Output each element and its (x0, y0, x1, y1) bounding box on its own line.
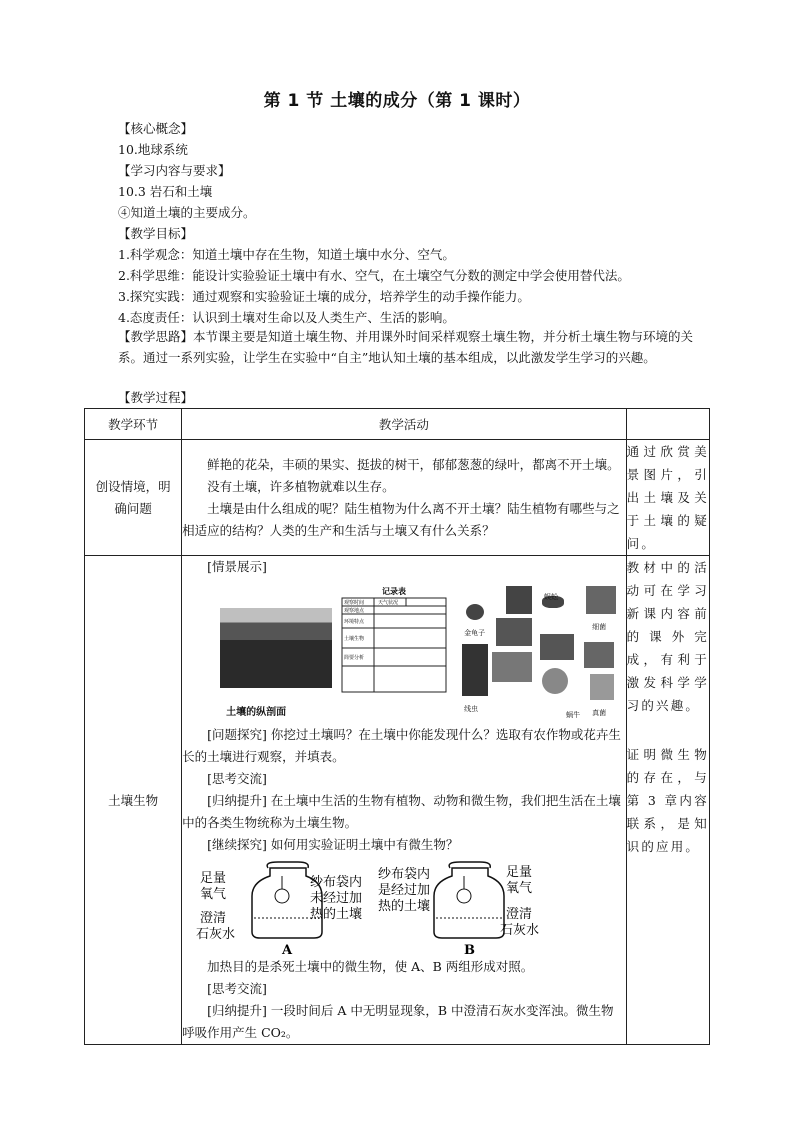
header-stage: 教学环节 (85, 409, 182, 440)
organism-label: 金龟子 (464, 629, 486, 637)
jar-b-label: 是经过加 (378, 883, 431, 898)
activity-cell (182, 556, 626, 1045)
activity-paragraph: 鲜艳的花朵，丰硕的果实、挺拔的树干，郁郁葱葱的绿叶，都离不开土壤。 (207, 456, 620, 472)
jar-b-bag (457, 889, 471, 903)
organism-photo (540, 634, 574, 660)
soil-profile-caption: 土壤的纵剖面 (226, 707, 287, 718)
stage-cell: 土壤生物 (85, 556, 182, 1045)
organism-photo (496, 618, 532, 646)
activity-paragraph: 没有土壤，许多植物就难以生存。 (207, 478, 395, 494)
jar-b (378, 862, 539, 956)
think-tag: [思考交流] (207, 771, 267, 786)
continue-tag: [继续探究] (207, 837, 267, 852)
note-text: 证明微生物的存在，与第 3 章内容联系，是知识的应用。 (626, 747, 709, 854)
organism-label: 真菌 (592, 709, 607, 717)
summary-text: 在土壤中生活的生物有植物、动物和微生物，我们把生活在土壤中的各类生物统称为土壤生物。 (182, 793, 621, 830)
snail-photo (542, 668, 568, 694)
organism-label: 细菌 (592, 623, 607, 631)
record-weather-label: 天气状况 (378, 600, 399, 606)
jar-a-bag (275, 889, 289, 903)
process-heading: 【教学过程】 (118, 390, 194, 405)
summary-tag: [归纳提升] (207, 793, 267, 808)
jar-b-label: 足量 (506, 865, 533, 880)
header-notes (626, 409, 709, 440)
jar-a-label: 足量 (200, 871, 227, 886)
jar-b-label: 澄清 (506, 907, 533, 922)
record-row-label: 简要分析 (344, 655, 365, 661)
jar-a-label: 纱布袋内 (310, 875, 363, 890)
jar-a-label: 热的土壤 (310, 907, 363, 922)
goal-item-2: 2.科学思维：能设计实验验证土壤中有水、空气，在土壤空气分数的测定中学会使用替代法。 (118, 268, 630, 283)
continue-text: 如何用实验证明土壤中有微生物？ (270, 837, 459, 852)
content-item-2: ④知道土壤的主要成分。 (118, 205, 256, 220)
jar-a-label: 氧气 (200, 887, 227, 902)
teaching-process-table (84, 408, 710, 1045)
organism-photo (584, 642, 614, 668)
bacteria-photo (586, 586, 616, 614)
summary-text: 一段时间后 A 中无明显现象，B 中澄清石灰水变浑浊。微生物呼吸作用产生 CO₂。 (182, 1003, 614, 1040)
content-item-1: 10.3 岩石和土壤 (118, 184, 213, 199)
summary-paragraph (182, 1000, 625, 1044)
goal-item-4: 4.态度责任：认识到土壤对生命以及人类生产、生活的影响。 (118, 310, 455, 325)
beetle-photo (466, 604, 484, 620)
jar-b-label: 氧气 (506, 881, 533, 896)
record-row-label: 观察时间 (344, 600, 365, 606)
teaching-idea-heading: 【教学思路】 (118, 329, 194, 344)
jar-b-label: 纱布袋内 (378, 867, 431, 882)
question-text: 你挖过土壤吗？在土壤中你能发现什么？选取有农作物或花卉生长的土壤进行观察，并填表。 (182, 727, 621, 764)
organism-photo (492, 652, 532, 682)
scene-images (182, 578, 625, 724)
table-row (85, 556, 710, 1045)
goal-item-3: 3.探究实践：通过观察和实验验证土壤的成分，培养学生的动手操作能力。 (118, 289, 530, 304)
jar-a (196, 862, 362, 956)
question-tag: [问题探究] (207, 727, 267, 742)
think-tag: [思考交流] (207, 981, 267, 996)
content-heading: 【学习内容与要求】 (118, 163, 231, 178)
jar-a-lid (267, 862, 308, 868)
jar-b-lid (449, 862, 490, 868)
table-row (85, 440, 710, 556)
soil-profile-image (220, 608, 332, 688)
record-row-label: 土壤生物 (344, 636, 365, 642)
goal-heading: 【教学目标】 (118, 226, 194, 241)
heat-explanation: 加热目的是杀死土壤中的微生物，使 A、B 两组形成对照。 (207, 959, 534, 974)
record-row-label: 观察地点 (344, 608, 365, 614)
jar-b-name: B (464, 943, 476, 956)
organism-label: 蜈蚣 (544, 593, 559, 601)
experiment-diagram (182, 856, 625, 956)
table-header-row (85, 409, 710, 440)
header-activity: 教学活动 (182, 409, 626, 440)
note-text: 教材中的活动可在学习新课内容前的课外完成，有利于激发科学学习的兴趣。 (626, 560, 709, 713)
continue-paragraph (182, 834, 625, 856)
note-cell: 通过欣赏美景图片，引出土壤及关于土壤的疑问。 (626, 440, 709, 556)
jar-a-label: 石灰水 (196, 927, 236, 942)
jar-b-label: 石灰水 (500, 923, 540, 938)
teaching-idea-text: 本节课主要是知道土壤生物、并用课外时间采样观察土壤生物，并分析土壤生物与环境的关系。通过一系列实验，让学生在实验中“自主”地认知土壤的基本组成，以此激发学生学习的兴趣。 (118, 329, 694, 365)
organism-photo (506, 586, 532, 614)
activity-cell (182, 440, 626, 556)
organism-photo (462, 644, 488, 696)
record-table-image (338, 584, 450, 696)
jar-a-label: 未经过加 (310, 891, 363, 906)
teaching-idea (118, 326, 714, 368)
page-title: 第 1 节 土壤的成分（第 1 课时） (263, 91, 531, 111)
record-title: 记录表 (382, 586, 407, 596)
core-concept-heading: 【核心概念】 (118, 121, 194, 136)
jar-diagram (182, 856, 622, 956)
record-row-label: 环境特点 (344, 619, 365, 625)
goal-item-1: 1.科学观念：知道土壤中存在生物，知道土壤中水分、空气。 (118, 247, 455, 262)
stage-cell: 创设情境，明确问题 (85, 440, 182, 556)
summary-tag: [归纳提升] (207, 1003, 267, 1018)
organism-label: 蜗牛 (566, 711, 581, 719)
question-paragraph (182, 724, 625, 768)
summary-paragraph (182, 790, 625, 834)
activity-paragraph: 土壤是由什么组成的呢？陆生植物为什么离不开土壤？陆生植物有哪些与之相适应的结构？人类的生产和生活与土壤又有什么关系？ (182, 500, 620, 538)
scene-tag: [情景展示] (207, 559, 267, 574)
core-concept-text: 10.地球系统 (118, 142, 188, 157)
soil-organisms-image (462, 586, 642, 719)
jar-b-body (434, 868, 504, 938)
jar-b-label: 热的土壤 (378, 899, 431, 914)
fungus-photo (590, 674, 614, 700)
organism-label: 线虫 (464, 705, 479, 713)
jar-a-name: A (282, 943, 293, 956)
jar-a-label: 澄清 (200, 911, 227, 926)
